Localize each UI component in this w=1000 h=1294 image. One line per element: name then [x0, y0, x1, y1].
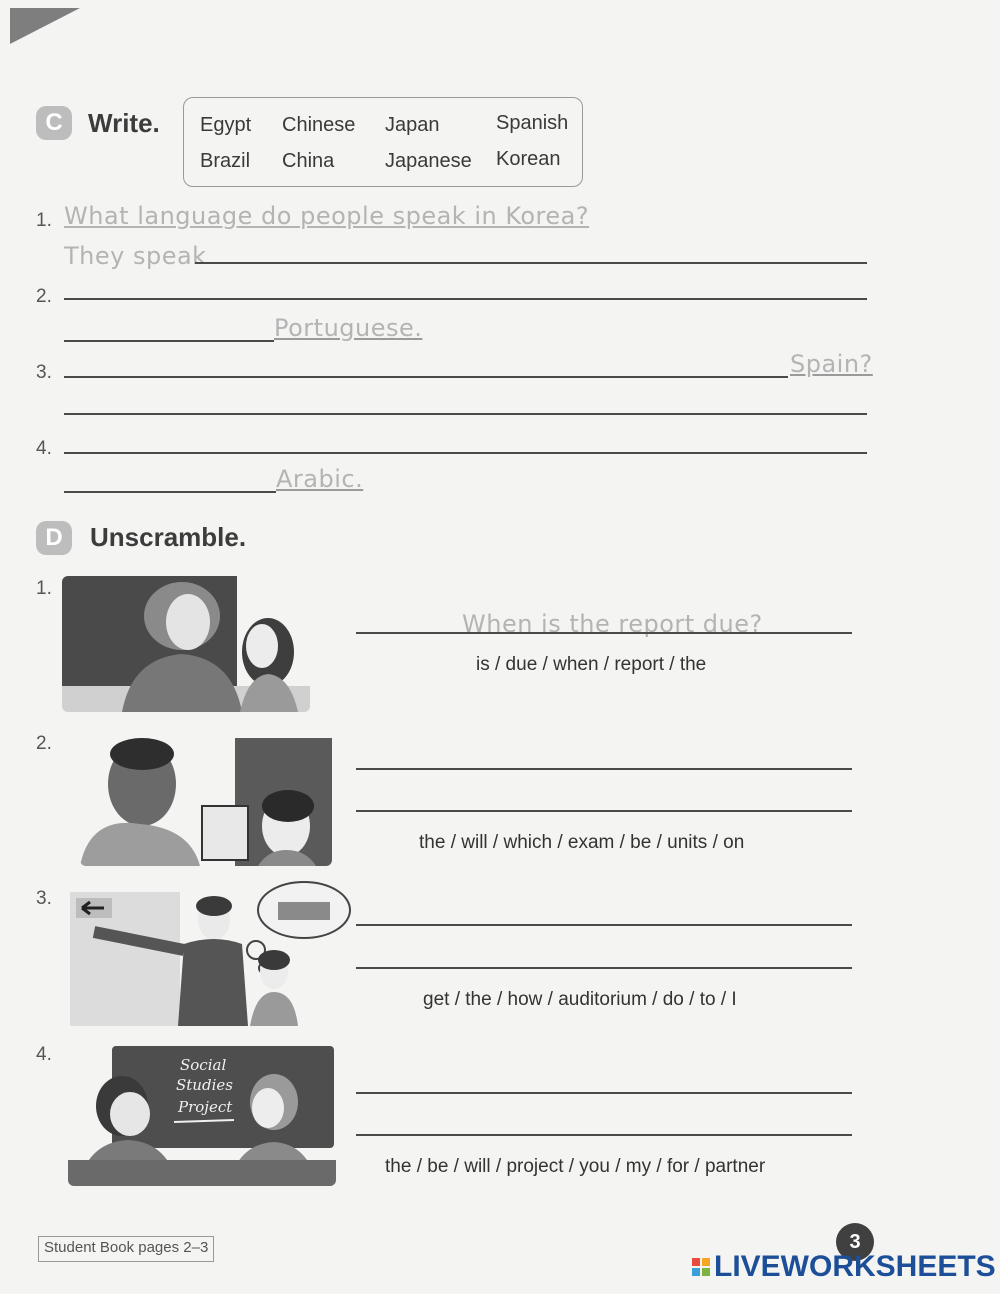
project-partners-illustration [68, 1044, 336, 1186]
d-item-3-line-2[interactable] [356, 967, 852, 969]
d-item-3-number: 3. [36, 888, 52, 909]
liveworksheets-mark-icon [692, 1258, 710, 1276]
c-item-2-number: 2. [36, 286, 52, 307]
d-item-1-number: 1. [36, 578, 52, 599]
d-item-2-scrambled-words: the / will / which / exam / be / units / on [419, 832, 745, 853]
directions-to-auditorium-illustration [66, 880, 354, 1026]
c-item-1-question-trace: What language do people speak in Korea? [64, 202, 590, 230]
d-item-1-answer-trace: When is the report due? [462, 610, 763, 638]
chalkboard-line: Social [180, 1056, 227, 1074]
c-item-3-question-trace: Spain? [790, 350, 873, 378]
teacher-with-book-illustration [80, 732, 332, 866]
section-c-title: Write. [88, 108, 160, 138]
d-item-1-scrambled-words: is / due / when / report / the [476, 654, 707, 675]
teacher-and-student-illustration [62, 576, 310, 712]
c-item-2-answer-trace: Portuguese. [274, 314, 423, 342]
chalkboard-line: Studies [176, 1076, 233, 1094]
word-bank-item: China [282, 150, 335, 172]
d-item-2-number: 2. [36, 733, 52, 754]
corner-tab-decoration [10, 8, 80, 44]
c-item-1-number: 1. [36, 210, 52, 231]
c-item-3-number: 3. [36, 362, 52, 383]
d-item-2-line-2[interactable] [356, 810, 852, 812]
word-bank-item: Egypt [200, 114, 252, 136]
c-item-4-answer-line[interactable] [64, 491, 276, 493]
section-d-badge: D [36, 521, 72, 555]
liveworksheets-brand: LIVEWORKSHEETS [714, 1250, 996, 1283]
c-item-3-answer-line[interactable] [64, 413, 867, 415]
student-book-reference: Student Book pages 2–3 [38, 1236, 214, 1262]
liveworksheets-logo[interactable] [692, 1250, 996, 1284]
section-d-title: Unscramble. [90, 522, 247, 552]
d-item-4-line-1[interactable] [356, 1092, 852, 1094]
page-number: 3 [836, 1223, 874, 1261]
section-c-badge: C [36, 106, 72, 140]
d-item-4-scrambled-words: the / be / will / project / you / my / for / partner [385, 1156, 766, 1177]
c-item-4-answer-trace: Arabic. [276, 465, 364, 493]
d-item-3-line-1[interactable] [356, 924, 852, 926]
c-item-1-answer-trace: They speak [64, 242, 207, 270]
c-item-2-question-line[interactable] [64, 298, 867, 300]
c-item-4-question-line[interactable] [64, 452, 867, 454]
word-bank-box [183, 97, 583, 187]
word-bank-item: Spanish [496, 112, 569, 134]
word-bank-item: Japan [385, 114, 440, 136]
c-item-4-number: 4. [36, 438, 52, 459]
d-item-4-line-2[interactable] [356, 1134, 852, 1136]
word-bank-item: Chinese [282, 114, 356, 136]
word-bank-item: Japanese [385, 150, 472, 172]
c-item-1-answer-line[interactable] [195, 262, 867, 264]
word-bank-item: Brazil [200, 150, 251, 172]
c-item-2-answer-line[interactable] [64, 340, 274, 342]
c-item-3-question-line[interactable] [64, 376, 788, 378]
word-bank-item: Korean [496, 148, 561, 170]
d-item-4-number: 4. [36, 1044, 52, 1065]
chalkboard-line: Project [178, 1098, 233, 1116]
d-item-3-scrambled-words: get / the / how / auditorium / do / to / I [423, 989, 737, 1010]
d-item-1-answer-line[interactable] [356, 632, 852, 634]
d-item-2-line-1[interactable] [356, 768, 852, 770]
